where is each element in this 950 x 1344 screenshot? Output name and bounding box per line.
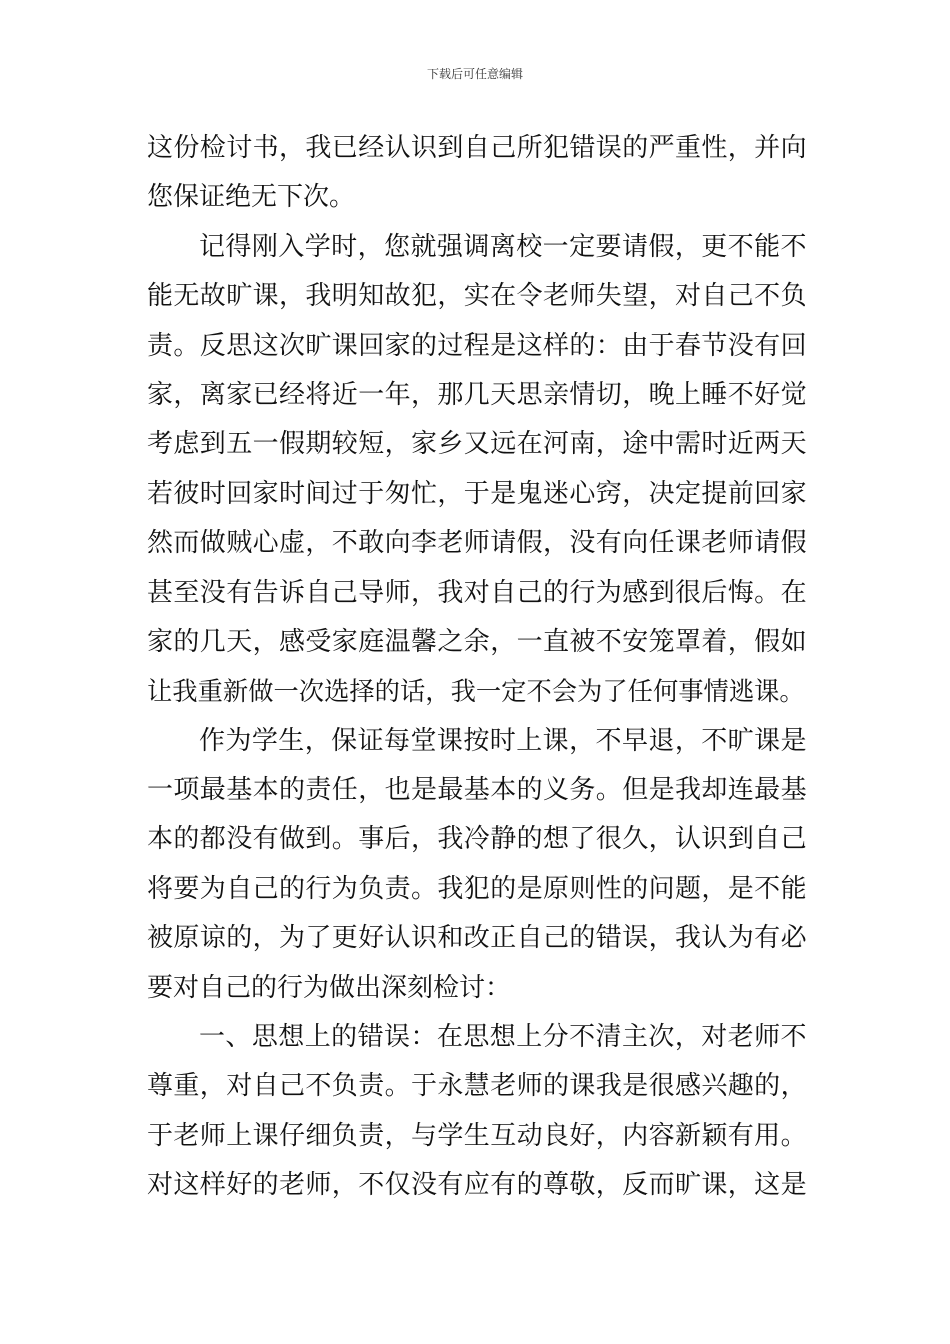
page-header: 下载后可任意编辑	[426, 67, 523, 81]
text-line: 您保证绝无下次。	[147, 182, 356, 213]
text-line: 若彼时回家时间过于匆忙，于是鬼迷心窍，决定提前回家	[147, 478, 807, 509]
text-line: 要对自己的行为做出深刻检讨：	[147, 972, 512, 1003]
text-line: 尊重，对自己不负责。于永慧老师的课我是很感兴趣的，	[147, 1071, 807, 1102]
text-line: 甚至没有告诉自己导师，我对自己的行为感到很后悔。在	[147, 577, 807, 608]
text-line: 一项最基本的责任，也是最基本的义务。但是我却连最基	[147, 775, 807, 806]
text-line: 这份检讨书，我已经认识到自己所犯错误的严重性，并向	[147, 133, 807, 163]
text-line: 责。反思这次旷课回家的过程是这样的：由于春节没有回	[147, 330, 807, 361]
text-line: 能无故旷课，我明知故犯，实在令老师失望，对自己不负	[147, 281, 807, 312]
text-line: 考虑到五一假期较短，家乡又远在河南，途中需时近两天	[147, 429, 807, 460]
text-line: 于老师上课仔细负责，与学生互动良好，内容新颖有用。	[147, 1120, 807, 1151]
text-line: 被原谅的，为了更好认识和改正自己的错误，我认为有必	[147, 923, 807, 954]
text-line: 本的都没有做到。事后，我冷静的想了很久，认识到自己	[147, 824, 807, 855]
text-line: 家的几天，感受家庭温馨之余，一直被不安笼罩着，假如	[147, 626, 807, 657]
document-body	[147, 124, 807, 1211]
text-line: 对这样好的老师，不仅没有应有的尊敬，反而旷课，这是	[147, 1170, 807, 1201]
text-line: 一、思想上的错误：在思想上分不清主次，对老师不	[199, 1022, 807, 1053]
text-line: 让我重新做一次选择的话，我一定不会为了任何事情逃课。	[147, 677, 805, 707]
text-line: 然而做贼心虚，不敢向李老师请假，没有向任课老师请假	[147, 528, 807, 559]
text-line: 家，离家已经将近一年，那几天思亲情切，晚上睡不好觉	[147, 379, 807, 410]
text-line: 将要为自己的行为负责。我犯的是原则性的问题，是不能	[147, 873, 807, 904]
text-line: 作为学生，保证每堂课按时上课，不早退，不旷课是	[199, 725, 807, 756]
text-line: 记得刚入学时，您就强调离校一定要请假，更不能不	[199, 231, 807, 262]
